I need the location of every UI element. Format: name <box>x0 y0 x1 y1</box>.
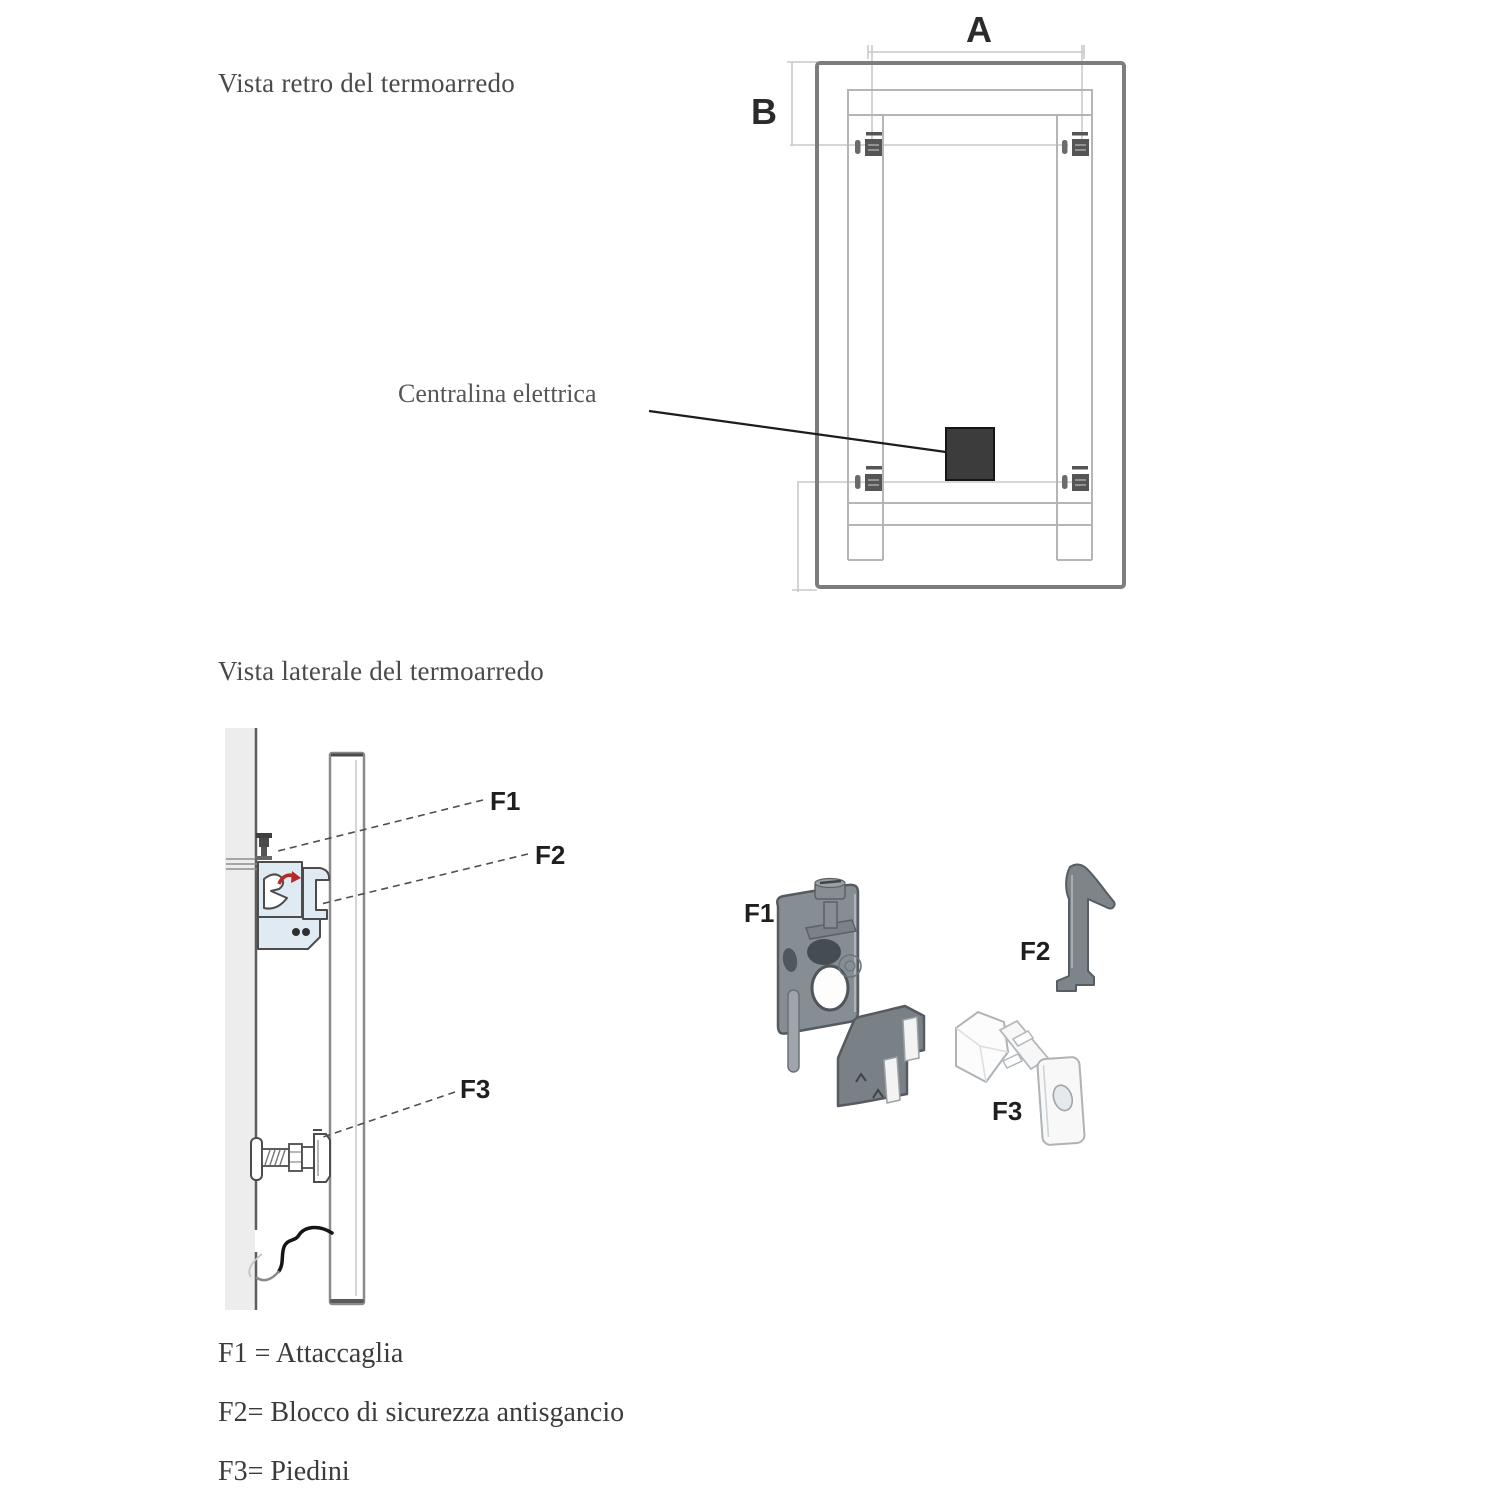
part-f2-clip <box>1057 865 1115 991</box>
centralina-callout-label: Centralina elettrica <box>398 379 597 408</box>
radiator-tube-side <box>330 753 364 1304</box>
dimension-lines <box>787 45 1087 592</box>
dimension-b-label: B <box>751 91 777 132</box>
rear-view-title: Vista retro del termoarredo <box>218 68 515 98</box>
side-view-diagram <box>225 728 565 1310</box>
callout-leader-line <box>649 411 946 452</box>
wall-section <box>225 728 255 1310</box>
foot-assembly <box>251 1130 330 1182</box>
part-f1-label: F1 <box>744 898 775 928</box>
part-f1-bracket <box>777 879 924 1107</box>
side-f3-label: F3 <box>460 1074 491 1104</box>
rear-view-diagram <box>649 9 1124 592</box>
parts-3d <box>744 865 1115 1146</box>
side-view-title: Vista laterale del termoarredo <box>218 656 544 686</box>
part-f3-label: F3 <box>992 1096 1023 1126</box>
legend <box>218 1338 624 1500</box>
part-f2-label: F2 <box>1020 936 1051 966</box>
legend-item-f1: F1 = Attaccaglia <box>218 1338 404 1369</box>
side-f2-label: F2 <box>535 840 566 870</box>
power-cable <box>249 1227 332 1280</box>
side-f1-label: F1 <box>490 786 521 816</box>
legend-item-f2: F2= Blocco di sicurezza antisgancio <box>218 1397 625 1428</box>
control-box <box>946 428 994 480</box>
radiator-outline <box>848 90 1092 560</box>
dimension-a-label: A <box>966 9 992 50</box>
legend-item-f3: F3= Piedini <box>218 1456 350 1487</box>
